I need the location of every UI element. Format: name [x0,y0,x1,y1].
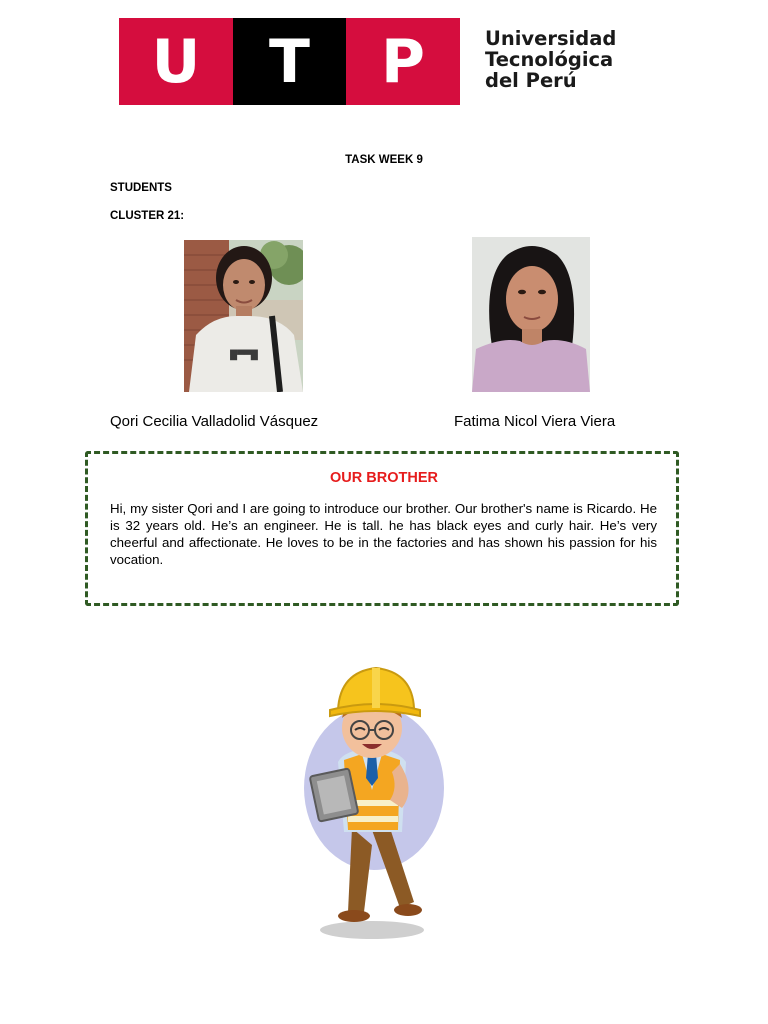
story-title: OUR BROTHER [330,470,438,486]
student-name-1: Qori Cecilia Valladolid Vásquez [110,413,319,430]
task-title: TASK WEEK 9 [345,154,423,166]
story-text: Hi, my sister Qori and I are going to introduce our brother. Our brother's name is Ricardo. He is 32 years old. He’s an engineer. He is tall. he has black eyes and curly hair. He’s very cheerful and affectionate. He loves to be in the factories and has shown his passion for his vocation. [110,501,657,567]
student-photo-2 [472,237,590,392]
logo-letter-blocks [119,18,460,105]
logo-name-line: del Perú [485,69,577,92]
logo-letter-t: T [233,18,346,105]
engineer-icon [290,650,460,950]
student-name-2: Fatima Nicol Viera Viera [454,413,616,430]
logo-name-line: Tecnológica [485,48,614,71]
logo-letter-u: U [119,18,233,105]
engineer-illustration [290,650,460,950]
logo-university-name [485,28,645,91]
student-photo-2-image [472,237,590,392]
cluster-label: CLUSTER 21: [110,210,185,222]
logo-letter-p: P [346,18,460,105]
utp-logo [119,18,641,105]
student-photo-1 [184,240,303,392]
students-label: STUDENTS [110,182,172,194]
logo-name-line: Universidad [485,27,617,50]
svg-text:█▀▀█: █▀▀█ [230,351,258,361]
student-photo-1-image [184,240,303,392]
